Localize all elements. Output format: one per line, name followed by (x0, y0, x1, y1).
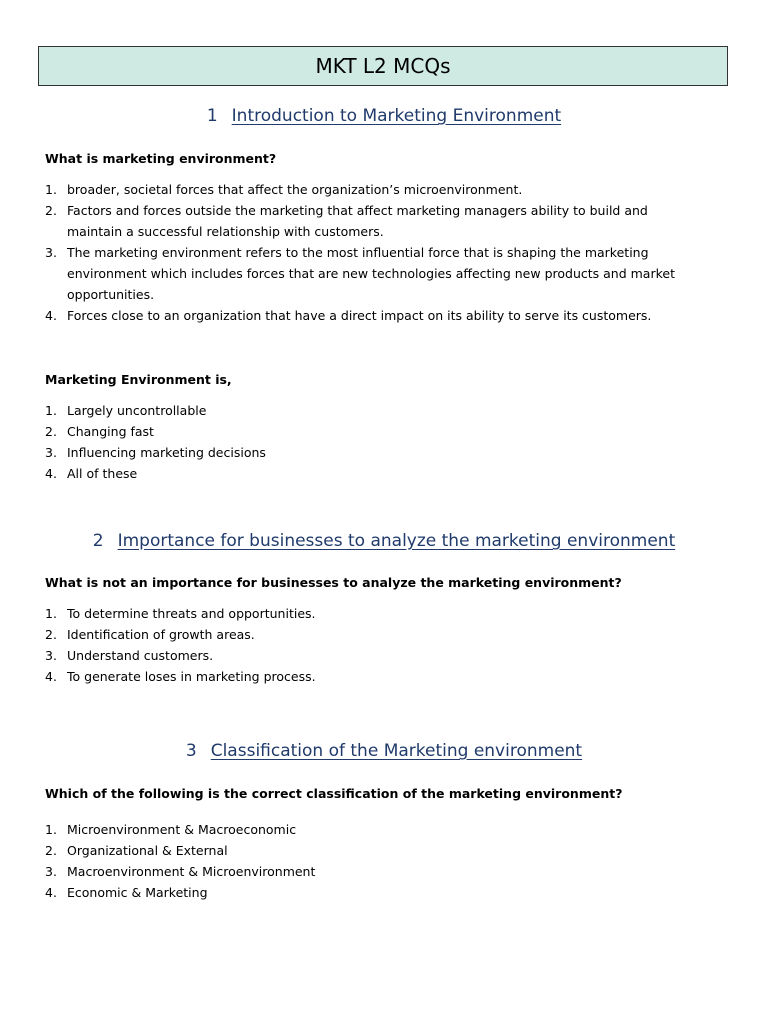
option-item (45, 400, 705, 421)
title-box (38, 46, 728, 86)
option-text: Largely uncontrollable (67, 403, 207, 418)
option-text: The marketing environment refers to the most influential force that is shaping the marketing environment which includes forces that are new technologies affecting new products and market opportunities. (67, 245, 675, 302)
section-heading-2 (0, 531, 768, 551)
option-text: Factors and forces outside the marketing that affect marketing managers ability to build and maintain a successful relationship with customers. (67, 203, 648, 239)
option-text: To generate loses in marketing process. (67, 669, 316, 684)
option-item (45, 242, 705, 305)
option-number: 3. (45, 445, 57, 460)
option-number: 1. (45, 403, 57, 418)
option-text: Microenvironment & Macroeconomic (67, 822, 297, 837)
option-number: 2. (45, 424, 57, 439)
option-text: All of these (67, 466, 138, 481)
section-number: 2 (92, 531, 104, 551)
option-text: Organizational & External (67, 843, 228, 858)
option-number: 2. (45, 843, 57, 858)
option-number: 4. (45, 885, 57, 900)
option-number: 4. (45, 466, 57, 481)
section-number: 1 (206, 106, 218, 126)
option-item (45, 666, 705, 687)
option-number: 3. (45, 648, 57, 663)
section-title: Introduction to Marketing Environment (231, 106, 562, 126)
option-item (45, 882, 705, 903)
question-text: What is marketing environment? (45, 151, 277, 166)
option-list (45, 400, 705, 484)
option-number: 2. (45, 627, 57, 642)
option-item (45, 624, 705, 645)
option-number: 1. (45, 182, 57, 197)
option-number: 3. (45, 864, 57, 879)
option-text: Understand customers. (67, 648, 214, 663)
option-item (45, 819, 705, 840)
option-number: 1. (45, 822, 57, 837)
option-text: Macroenvironment & Microenvironment (67, 864, 316, 879)
option-text: broader, societal forces that affect the organization’s microenvironment. (67, 182, 523, 197)
option-list (45, 603, 705, 687)
option-item (45, 179, 705, 200)
option-list (45, 179, 705, 326)
section-number: 3 (185, 741, 197, 761)
option-text: Changing fast (67, 424, 154, 439)
section-title: Classification of the Marketing environment (210, 741, 583, 761)
option-text: Identification of growth areas. (67, 627, 255, 642)
option-text: Forces close to an organization that have a direct impact on its ability to serve its customers. (67, 308, 652, 323)
option-text: Economic & Marketing (67, 885, 208, 900)
option-item (45, 840, 705, 861)
option-number: 3. (45, 245, 57, 260)
option-item (45, 442, 705, 463)
option-item (45, 200, 705, 242)
question-text: Marketing Environment is, (45, 372, 232, 387)
question-text: Which of the following is the correct classification of the marketing environment? (45, 786, 623, 801)
option-item (45, 603, 705, 624)
option-text: Influencing marketing decisions (67, 445, 266, 460)
section-heading-3 (0, 741, 768, 761)
option-item (45, 861, 705, 882)
option-item (45, 421, 705, 442)
page-title: MKT L2 MCQs (315, 54, 451, 78)
option-item (45, 463, 705, 484)
option-item (45, 645, 705, 666)
option-number: 4. (45, 669, 57, 684)
option-item (45, 305, 705, 326)
option-number: 1. (45, 606, 57, 621)
section-title: Importance for businesses to analyze the marketing environment (117, 531, 676, 551)
option-text: To determine threats and opportunities. (67, 606, 316, 621)
section-heading-1 (0, 106, 768, 126)
option-number: 2. (45, 203, 57, 218)
question-text: What is not an importance for businesses to analyze the marketing environment? (45, 575, 622, 590)
option-number: 4. (45, 308, 57, 323)
option-list (45, 819, 705, 903)
